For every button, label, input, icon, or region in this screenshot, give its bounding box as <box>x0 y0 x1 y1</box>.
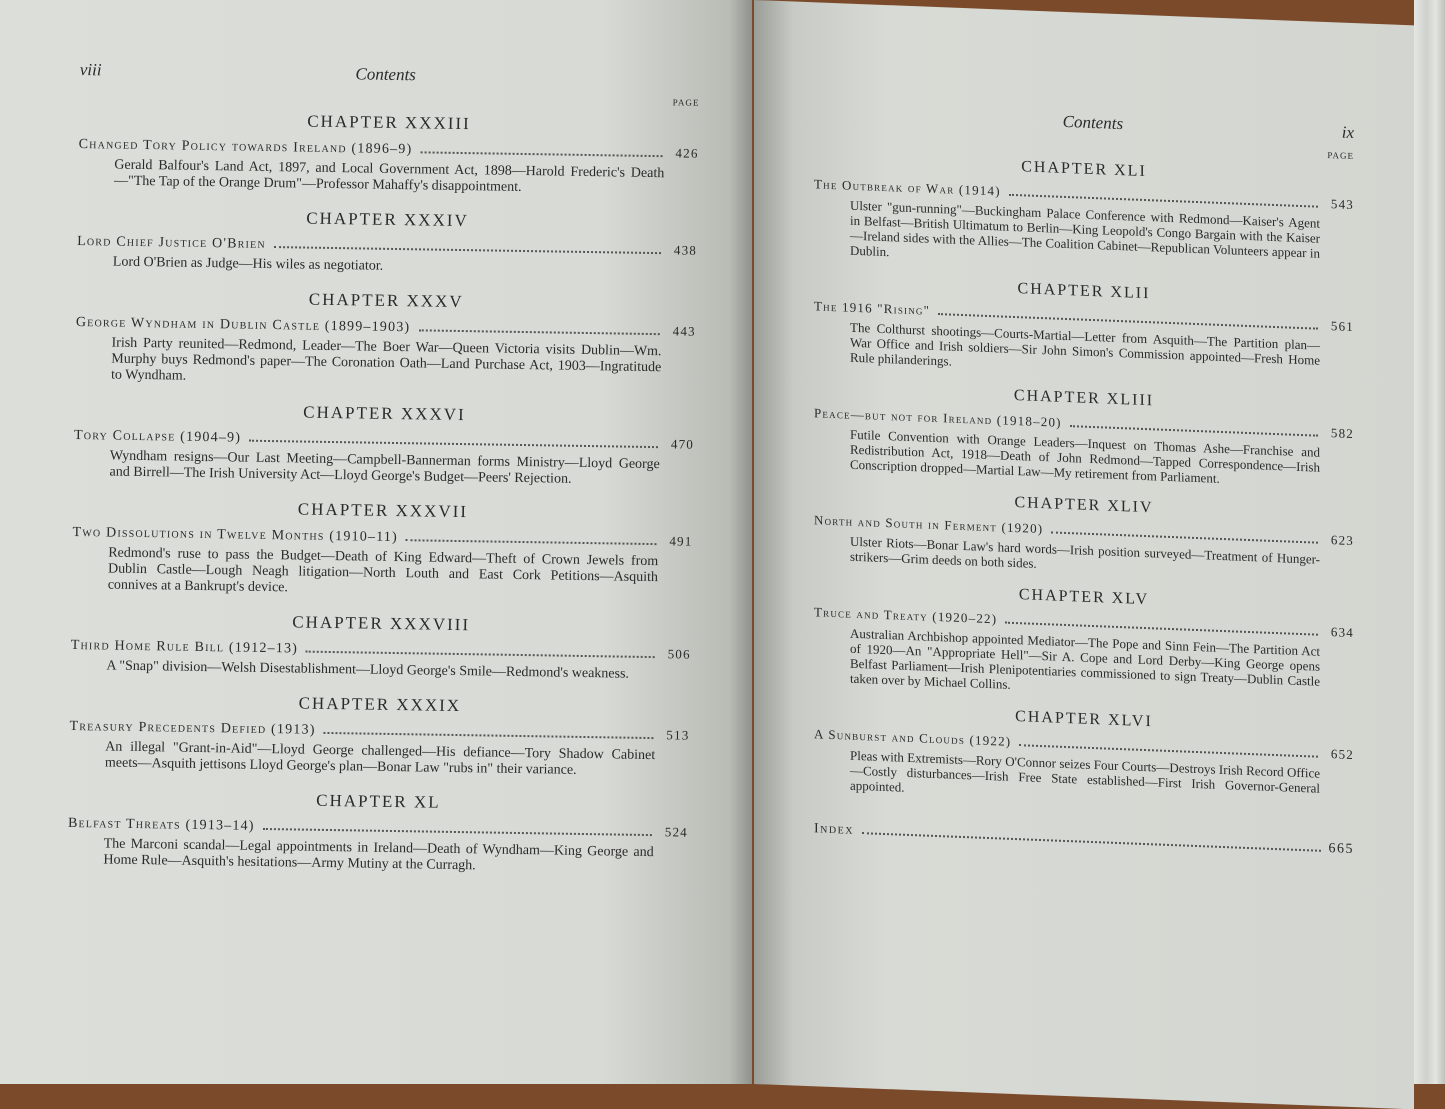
chapter-synopsis: Ulster "gun-running"—Buckingham Palace Conference with Redmond—Kaiser's Agent in Belfast—British Ultimatum to Berlin—King Leopold's Congo Bargain with the Kaiser—Ireland sides with the Allies—The Coalition Cabinet—Republican Volunteers appear in Dublin. <box>850 197 1320 261</box>
chapter-heading: CHAPTER XL <box>316 790 441 812</box>
page-number: 491 <box>669 533 693 549</box>
page-number: 623 <box>1330 532 1354 549</box>
chapter-synopsis: Wyndham resigns—Our Last Meeting—Campbell-Bannerman forms Ministry—Lloyd George and Birrell—The Irish University Act—Lloyd George's Budget—Peers' Rejection. <box>109 448 660 487</box>
chapter-synopsis: Irish Party reunited—Redmond, Leader—The Boer War—Queen Victoria visits Dublin—Wm. Murphy buys Redmond's paper—The Coronation Oath—Land Purchase Act, 1903—Ingratitude to Wyndham. <box>110 335 662 384</box>
chapter-heading: CHAPTER XLIV <box>1014 494 1154 517</box>
left-page-label: PAGE <box>672 97 700 108</box>
chapter-title: A Sunburst and Clouds (1922) <box>814 726 1012 749</box>
chapter-heading: CHAPTER XXXVII <box>297 499 469 522</box>
dot-leader <box>1070 424 1318 437</box>
dot-leader <box>249 439 658 448</box>
chapter-synopsis: Futile Convention with Orange Leaders—Inquest on Thomas Ashe—Franchise and Redistribution Act, 1918—Death of John Redmond—Tapped Correspondence—Irish Conscription dropped—Martial Law—My retirement from Parliament. <box>850 426 1320 486</box>
chapter-synopsis: The Colthurst shootings—Courts-Martial—Letter from Asquith—The Partition plan—War Office and Irish soldiers—Sir John Simon's Commission appointed—Fresh Home Rule philanderings. <box>850 319 1320 369</box>
dot-leader <box>406 538 657 545</box>
page-edges <box>1414 0 1445 1084</box>
right-page-label: PAGE <box>1327 150 1354 162</box>
chapter-synopsis: Lord O'Brien as Judge—His wiles as negotiator. <box>112 254 384 274</box>
page-number: 513 <box>666 727 690 743</box>
page-number: 582 <box>1330 425 1354 442</box>
chapter-heading: CHAPTER XXXVIII <box>292 612 471 635</box>
dot-leader <box>263 827 652 836</box>
right-running-title: Contents <box>1062 111 1124 134</box>
page-number: 634 <box>1330 624 1354 641</box>
left-folio: viii <box>79 60 102 80</box>
chapter-heading: CHAPTER XLI <box>1021 158 1147 181</box>
chapter-synopsis: Ulster Riots—Bonar Law's hard words—Irish position surveyed—Treatment of Hunger-strikers—Grim deeds on both sides. <box>850 533 1320 571</box>
chapter-synopsis: Pleas with Extremists—Rory O'Connor seizes Four Courts—Destroys Irish Record Office—Costly disturbances—Irish Free State established—First Irish Governor-General appointed. <box>850 747 1320 796</box>
right-folio: ix <box>1341 122 1354 143</box>
chapter-title: Changed Tory Policy towards Ireland (1896–9) <box>78 136 413 158</box>
dot-leader <box>418 328 660 335</box>
chapter-title: George Wyndham in Dublin Castle (1899–1903) <box>75 314 411 336</box>
left-contents-list <box>67 60 700 894</box>
chapter-heading: CHAPTER XXXIV <box>306 208 469 231</box>
index-page-number: 665 <box>1328 841 1354 858</box>
chapter-heading: CHAPTER XXXV <box>308 289 464 312</box>
index-row <box>814 821 1354 858</box>
dot-leader <box>306 650 655 658</box>
chapter-synopsis: Gerald Balfour's Land Act, 1897, and Local Government Act, 1898—Harold Frederic's Death—"The Tap of the Orange Drum"—Professor Mahaffy's disappointment. <box>113 157 665 195</box>
chapter-title: Belfast Threats (1913–14) <box>67 815 255 834</box>
page-number: 652 <box>1330 746 1354 763</box>
right-contents-list <box>814 102 1354 858</box>
left-running-title: Contents <box>355 64 417 85</box>
page-number: 543 <box>1330 196 1354 213</box>
chapter-title: Two Dissolutions in Twelve Months (1910–11) <box>72 524 399 546</box>
page-number: 443 <box>672 323 696 339</box>
dot-leader <box>1051 530 1318 543</box>
chapter-synopsis: A "Snap" division—Welsh Disestablishment—Lloyd George's Smile—Redmond's weakness. <box>106 658 630 682</box>
dot-leader <box>274 245 661 254</box>
right-page <box>754 0 1414 1109</box>
chapter-heading: CHAPTER XLIII <box>1013 386 1155 410</box>
chapter-heading: CHAPTER XLII <box>1017 280 1151 303</box>
page-number: 506 <box>667 646 691 662</box>
chapter-synopsis: The Marconi scandal—Legal appointments in Ireland—Death of Wyndham—King George and Home Rule—Asquith's hesitations—Army Mutiny at the Curragh. <box>103 836 654 874</box>
left-running-head <box>80 60 700 90</box>
chapter-heading: CHAPTER XLV <box>1018 586 1150 609</box>
dot-leader <box>324 731 654 739</box>
chapter-heading: CHAPTER XXXIII <box>307 111 471 134</box>
chapter-title: The Outbreak of War (1914) <box>814 176 1001 199</box>
chapter-title: Treasury Precedents Defied (1913) <box>69 718 316 738</box>
index-label: Index <box>814 821 854 838</box>
page-number: 524 <box>664 824 689 840</box>
page-number: 561 <box>1330 318 1354 335</box>
page-number: 438 <box>673 242 698 258</box>
chapter-heading: CHAPTER XLVI <box>1015 708 1153 731</box>
dot-leader <box>862 832 1321 852</box>
chapter-title: Peace—but not for Ireland (1918–20) <box>814 405 1062 430</box>
chapter-title: North and South in Ferment (1920) <box>814 512 1044 537</box>
dot-leader <box>420 150 662 157</box>
page-number: 426 <box>675 145 699 161</box>
chapter-synopsis: Australian Archbishop appointed Mediator—The Pope and Sinn Fein—The Partition Act of 1920—An "Appropriate Hell"—Sir A. Cope and Lord Derby—King George opens Belfast Parliament—Irish Plenipotentiaries commissioned to sign Treaty—Dublin Castle taken over by Michael Collins. <box>850 625 1320 692</box>
chapter-synopsis: An illegal "Grant-in-Aid"—Lloyd George challenged—His defiance—Tory Shadow Cabinet meets—Asquith jettisons Lloyd George's plan—Bonar Law "rubs in" their variance. <box>104 739 656 778</box>
chapter-title: Lord Chief Justice O'Brien <box>77 233 266 252</box>
chapter-heading: CHAPTER XXXIX <box>298 693 462 716</box>
chapter-title: Tory Collapse (1904–9) <box>73 427 242 446</box>
chapter-synopsis: Redmond's ruse to pass the Budget—Death of King Edward—Theft of Crown Jewels from Dublin Castle—Lough Neagh litigation—North Louth and East Cork Petitions—Asquith connives at a Bankrupt's device. <box>107 545 659 596</box>
chapter-title: Truce and Treaty (1920–22) <box>814 604 998 627</box>
chapter-heading: CHAPTER XXXVI <box>303 402 466 425</box>
page-number: 470 <box>670 436 695 452</box>
chapter-title: The 1916 "Rising" <box>814 298 931 318</box>
chapter-title: Third Home Rule Bill (1912–13) <box>70 637 299 657</box>
